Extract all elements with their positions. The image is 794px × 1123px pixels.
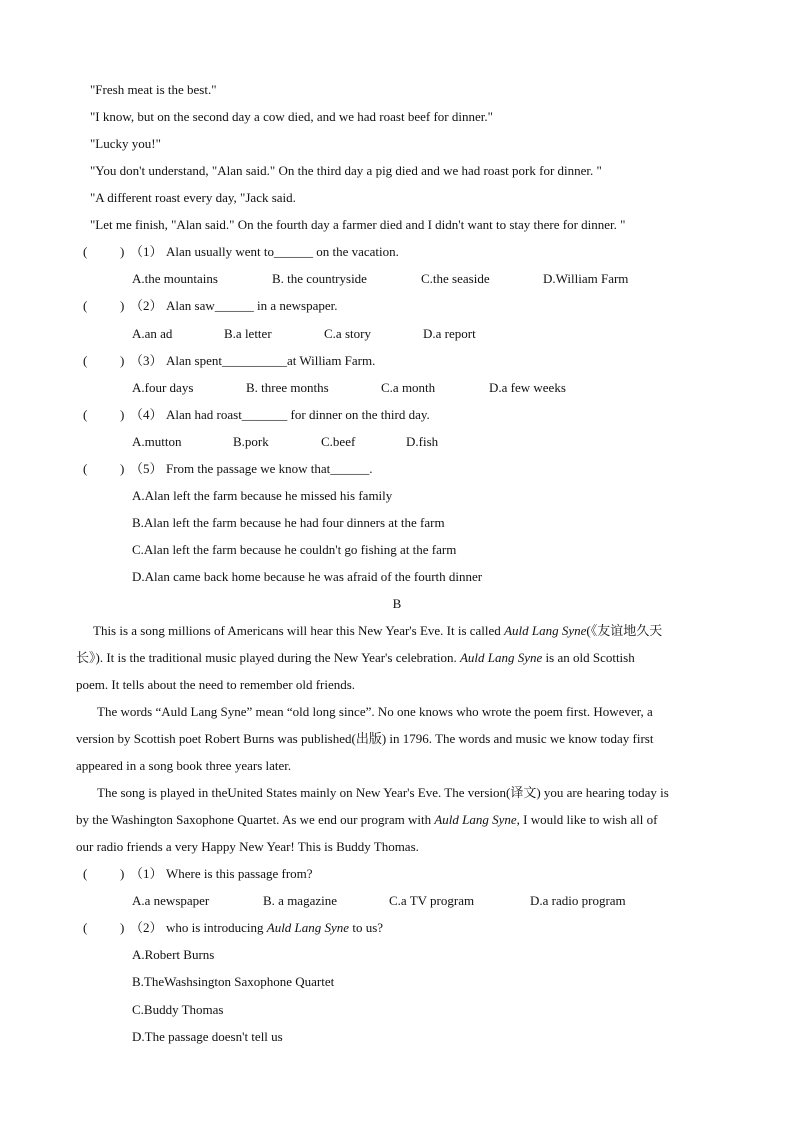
option-a[interactable]: A.a newspaper bbox=[132, 893, 210, 908]
answer-paren-close: ) bbox=[120, 407, 125, 422]
answer-paren-open[interactable]: ( bbox=[83, 298, 88, 313]
question-number: （4） bbox=[130, 407, 163, 422]
option-a[interactable]: A.an ad bbox=[132, 326, 173, 341]
text: is an old Scottish bbox=[542, 650, 635, 665]
option-c[interactable]: C.a story bbox=[324, 326, 371, 341]
question-number: （3） bbox=[130, 353, 163, 368]
text: (《友谊地久天 bbox=[586, 623, 663, 638]
dialogue-line: "Lucky you!" bbox=[90, 136, 161, 151]
option-d[interactable]: D.a report bbox=[423, 326, 476, 341]
option-b[interactable]: B. the countryside bbox=[272, 271, 367, 286]
dialogue-line: "You don't understand, "Alan said." On the third day a pig died and we had roast pork for dinner. " bbox=[90, 163, 602, 178]
option-c[interactable]: C.beef bbox=[321, 434, 356, 449]
option-a[interactable]: A.four days bbox=[132, 380, 194, 395]
paragraph-line bbox=[76, 811, 657, 828]
song-title: Auld Lang Syne, bbox=[434, 812, 520, 827]
paragraph-line: appeared in a song book three years later. bbox=[76, 758, 292, 773]
option-b[interactable]: B.a letter bbox=[224, 326, 272, 341]
option-d[interactable]: D.fish bbox=[406, 434, 439, 449]
answer-paren-open[interactable]: ( bbox=[83, 353, 88, 368]
option-a[interactable]: A.Alan left the farm because he missed his family bbox=[132, 488, 393, 503]
paragraph-line bbox=[76, 649, 635, 666]
question-text: From the passage we know that______. bbox=[166, 461, 373, 476]
option-a[interactable]: A.the mountains bbox=[132, 271, 218, 286]
option-c[interactable]: C.the seaside bbox=[421, 271, 490, 286]
text: by the Washington Saxophone Quartet. As we end our program with bbox=[76, 812, 435, 827]
dialogue-line: "A different roast every day, "Jack said. bbox=[90, 190, 296, 205]
question-text: Alan had roast_______ for dinner on the third day. bbox=[166, 407, 430, 422]
option-d[interactable]: D.The passage doesn't tell us bbox=[132, 1029, 283, 1044]
option-a[interactable]: A.Robert Burns bbox=[132, 947, 215, 962]
option-d[interactable]: D.Alan came back home because he was afraid of the fourth dinner bbox=[132, 569, 483, 584]
question-number: （2） bbox=[130, 920, 163, 935]
option-b[interactable]: B.TheWashsington Saxophone Quartet bbox=[132, 974, 335, 989]
song-title: Auld Lang Syne bbox=[459, 650, 543, 665]
dialogue-line: "Let me finish, "Alan said." On the fourth day a farmer died and I didn't want to stay there for dinner. " bbox=[90, 217, 626, 232]
text: who is introducing bbox=[166, 920, 267, 935]
paragraph-line: The words “Auld Lang Syne” mean “old long since”. No one knows who wrote the poem first. However, a bbox=[97, 704, 653, 719]
question-text: Alan saw______ in a newspaper. bbox=[166, 298, 338, 313]
question-text: Alan spent__________at William Farm. bbox=[166, 353, 376, 368]
paragraph-line: poem. It tells about the need to remember old friends. bbox=[76, 677, 356, 692]
question-number: （1） bbox=[130, 244, 163, 259]
answer-paren-close: ) bbox=[120, 353, 125, 368]
answer-paren-close: ) bbox=[120, 866, 125, 881]
paragraph-line: The song is played in theUnited States mainly on New Year's Eve. The version(译文) you are hearing today is bbox=[97, 785, 669, 800]
question-text bbox=[166, 919, 383, 936]
option-b[interactable]: B.Alan left the farm because he had four dinners at the farm bbox=[132, 515, 445, 530]
song-title: Auld Lang Syne bbox=[266, 920, 350, 935]
option-c[interactable]: C.Alan left the farm because he couldn't go fishing at the farm bbox=[132, 542, 457, 557]
question-number: （5） bbox=[130, 461, 163, 476]
question-text: Alan usually went to______ on the vacation. bbox=[166, 244, 399, 259]
question-text: Where is this passage from? bbox=[166, 866, 313, 881]
paragraph-line: our radio friends a very Happy New Year! This is Buddy Thomas. bbox=[76, 839, 419, 854]
text: This is a song millions of Americans will hear this New Year's Eve. It is called bbox=[93, 623, 505, 638]
dialogue-line: "Fresh meat is the best." bbox=[90, 82, 217, 97]
answer-paren-open[interactable]: ( bbox=[83, 920, 88, 935]
answer-paren-open[interactable]: ( bbox=[83, 244, 88, 259]
dialogue-line: "I know, but on the second day a cow died, and we had roast beef for dinner." bbox=[90, 109, 493, 124]
answer-paren-close: ) bbox=[120, 244, 125, 259]
option-c[interactable]: C.Buddy Thomas bbox=[132, 1002, 224, 1017]
answer-paren-open[interactable]: ( bbox=[83, 461, 88, 476]
paragraph-line: version by Scottish poet Robert Burns was published(出版) in 1796. The words and music we know today first bbox=[76, 731, 654, 746]
option-c[interactable]: C.a TV program bbox=[389, 893, 475, 908]
option-b[interactable]: B.pork bbox=[233, 434, 269, 449]
option-c[interactable]: C.a month bbox=[381, 380, 436, 395]
option-a[interactable]: A.mutton bbox=[132, 434, 182, 449]
option-d[interactable]: D.William Farm bbox=[543, 271, 629, 286]
section-heading: B bbox=[392, 596, 402, 611]
song-title: Auld Lang Syne bbox=[504, 623, 587, 638]
question-number: （1） bbox=[130, 866, 163, 881]
option-b[interactable]: B. three months bbox=[246, 380, 329, 395]
text: to us? bbox=[349, 920, 384, 935]
answer-paren-open[interactable]: ( bbox=[83, 866, 88, 881]
question-number: （2） bbox=[130, 298, 163, 313]
paragraph-line bbox=[93, 622, 662, 639]
answer-paren-close: ) bbox=[120, 298, 125, 313]
answer-paren-close: ) bbox=[120, 920, 125, 935]
answer-paren-open[interactable]: ( bbox=[83, 407, 88, 422]
text: I would like to wish all of bbox=[519, 812, 658, 827]
text: 长》). It is the traditional music played during the New Year's celebration. bbox=[76, 650, 460, 665]
option-d[interactable]: D.a radio program bbox=[530, 893, 626, 908]
answer-paren-close: ) bbox=[120, 461, 125, 476]
option-b[interactable]: B. a magazine bbox=[263, 893, 337, 908]
option-d[interactable]: D.a few weeks bbox=[489, 380, 566, 395]
